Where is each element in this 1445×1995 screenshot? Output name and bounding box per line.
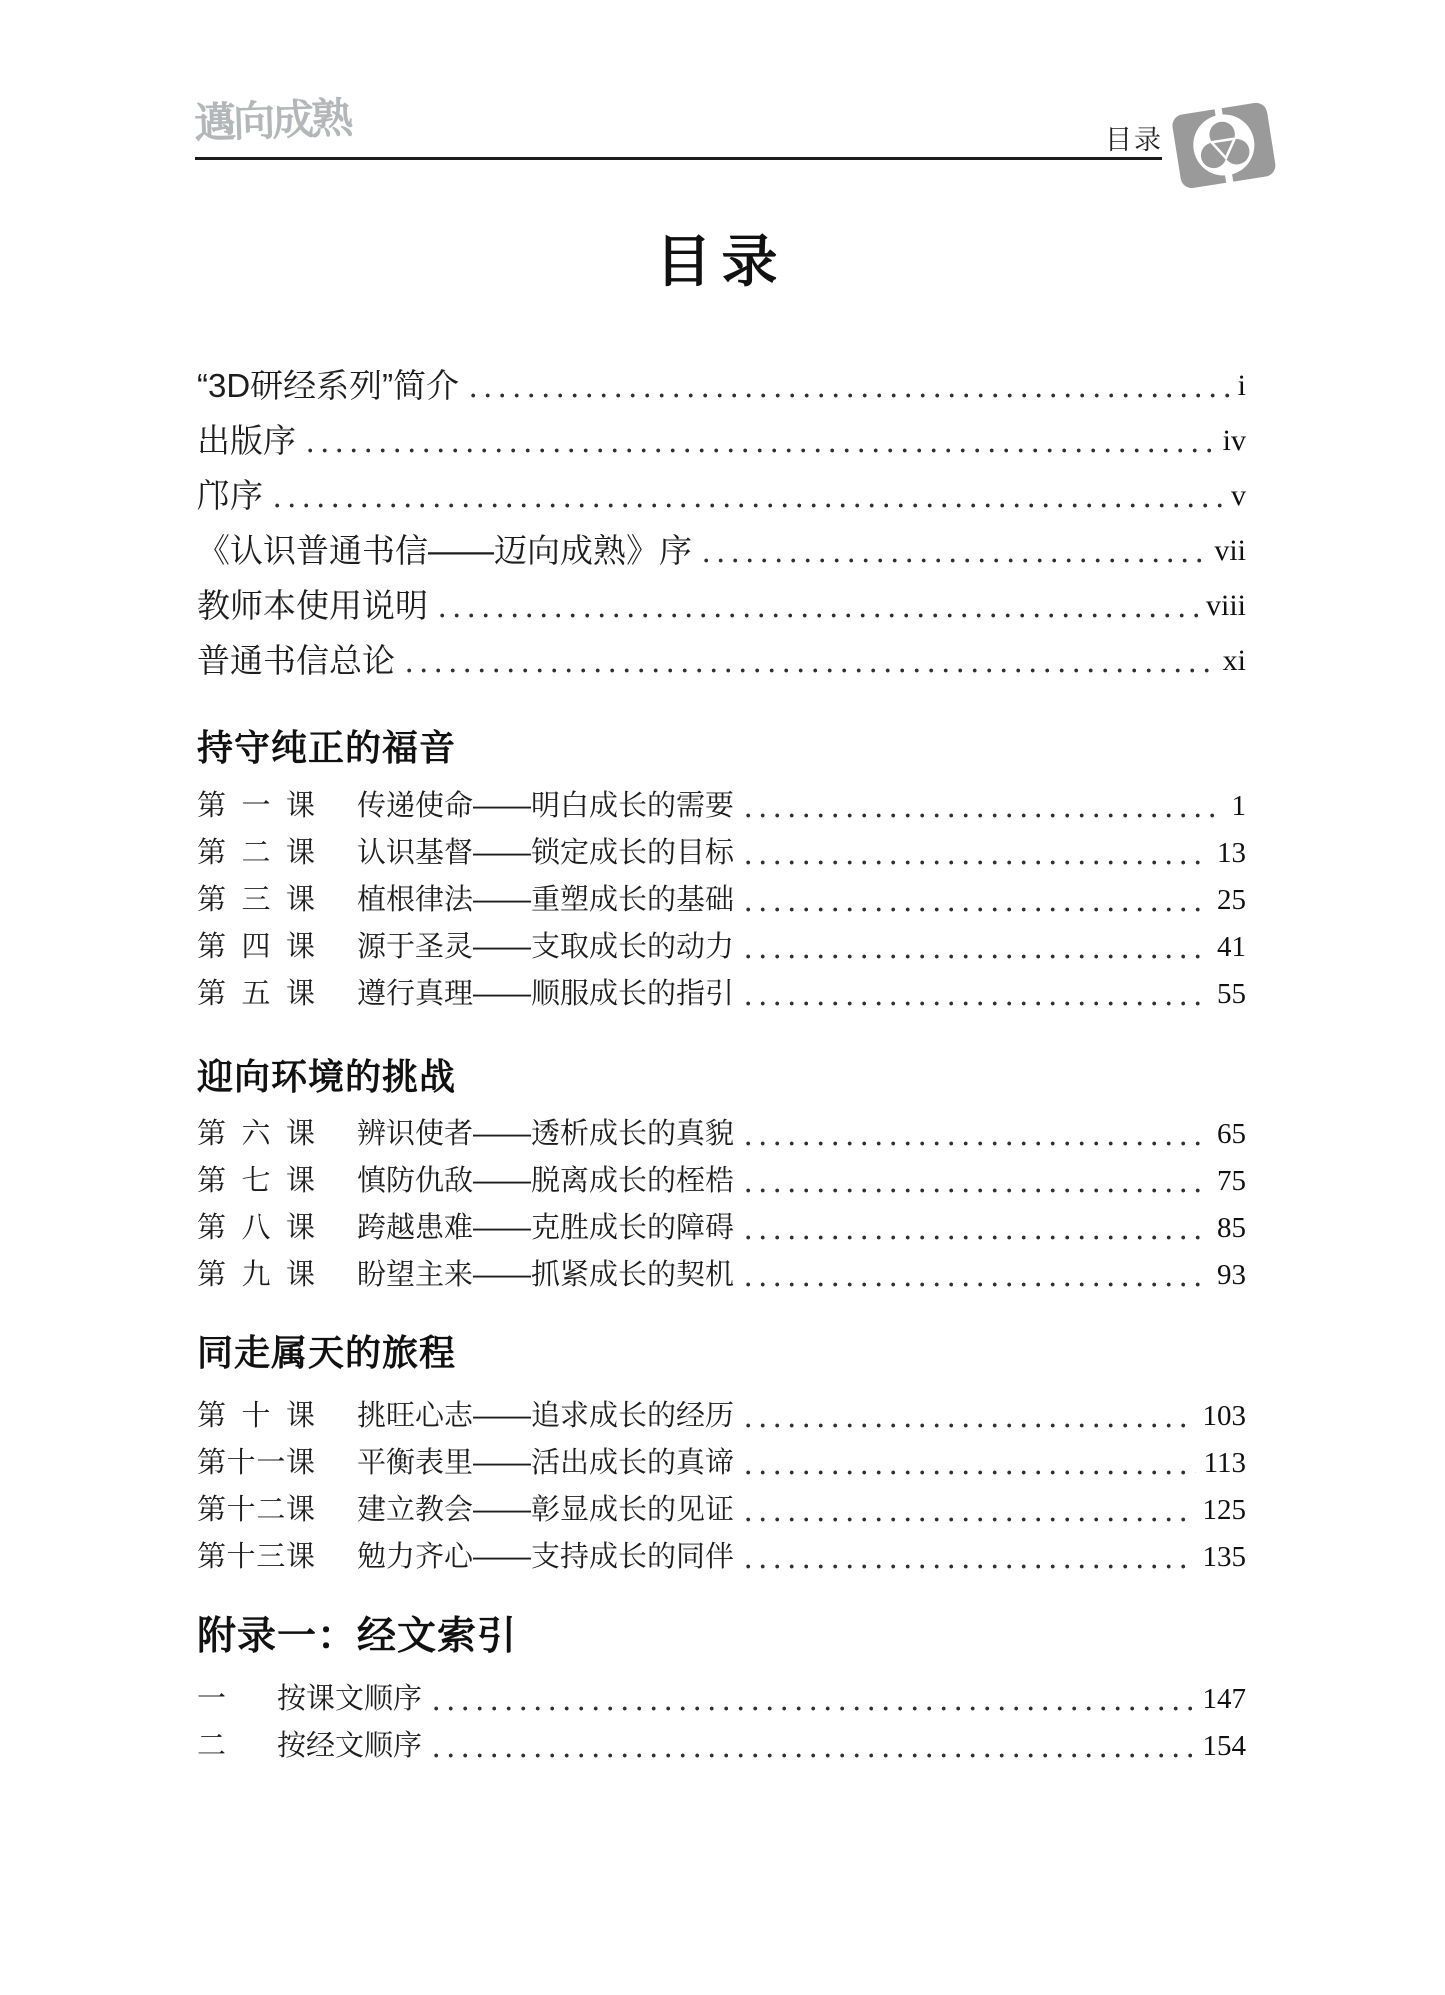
entry-title: 建立教会——彰显成长的见证 <box>357 1494 735 1526</box>
front-matter-entry <box>197 578 1246 633</box>
dot-leader <box>746 1282 1209 1287</box>
entry-title: 辨识使者——透析成长的真貌 <box>357 1118 735 1150</box>
header-section-label: 目录 <box>1105 125 1163 155</box>
toc-content <box>197 0 1246 1770</box>
entry-title: 出版序 <box>197 422 296 459</box>
dot-leader <box>746 1141 1209 1146</box>
front-matter-entry <box>197 523 1246 578</box>
entry-title: 普通书信总论 <box>197 642 395 679</box>
entry-title: 按课文顺序 <box>277 1683 423 1715</box>
page-number: 154 <box>1202 1730 1246 1762</box>
lesson-number: 第 六 课 <box>197 1118 315 1150</box>
appendix-list <box>197 1676 1246 1770</box>
page-number: 65 <box>1217 1118 1246 1150</box>
page-number: 103 <box>1202 1400 1246 1432</box>
toc-entry <box>197 971 1246 1018</box>
dot-leader <box>471 393 1229 398</box>
dot-leader <box>434 1706 1194 1711</box>
page-number: 85 <box>1217 1212 1246 1244</box>
lesson-number: 第 七 课 <box>197 1165 315 1197</box>
entry-title: 慎防仇敌——脱离成长的桎梏 <box>357 1165 735 1197</box>
toc-entry <box>197 1252 1246 1299</box>
lesson-list <box>197 1111 1246 1299</box>
lesson-number: 第 十 课 <box>197 1400 315 1432</box>
dot-leader <box>746 860 1209 865</box>
toc-entry <box>197 1723 1246 1770</box>
lesson-number: 第 一 课 <box>197 790 315 822</box>
entry-title: 传递使命——明白成长的需要 <box>357 790 735 822</box>
lesson-number: 第 八 课 <box>197 1212 315 1244</box>
entry-title: 按经文顺序 <box>277 1730 423 1762</box>
dot-leader <box>407 668 1215 673</box>
page-number: iv <box>1222 424 1246 457</box>
lesson-number: 第 三 课 <box>197 884 315 916</box>
lesson-number: 第 五 课 <box>197 978 315 1010</box>
page-number: 55 <box>1217 978 1246 1010</box>
entry-title: 植根律法——重塑成长的基础 <box>357 884 735 916</box>
toc-entry <box>197 877 1246 924</box>
dot-leader <box>275 503 1223 508</box>
entry-title: 遵行真理——顺服成长的指引 <box>357 978 735 1010</box>
toc-entry <box>197 1440 1246 1487</box>
page-number: 75 <box>1217 1165 1246 1197</box>
entry-title: 盼望主来——抓紧成长的契机 <box>357 1259 735 1291</box>
dot-leader <box>746 1423 1194 1428</box>
dot-leader <box>746 1470 1196 1475</box>
dot-leader <box>746 1564 1194 1569</box>
entry-title: 《认识普通书信——迈向成熟》序 <box>197 532 692 569</box>
toc-entry <box>197 1111 1246 1158</box>
lesson-number: 第十三课 <box>197 1541 315 1573</box>
dot-leader <box>746 1188 1209 1193</box>
entry-title: “3D研经系列”简介 <box>197 367 460 404</box>
front-matter-list <box>197 358 1246 688</box>
dot-leader <box>746 1235 1209 1240</box>
page-number: v <box>1231 479 1246 512</box>
brand-logo: 邁向成熟 <box>193 96 351 148</box>
lesson-number: 第 二 课 <box>197 837 315 869</box>
appendix-heading: 附录一：经文索引 <box>197 1615 518 1658</box>
lesson-number: 第 四 课 <box>197 931 315 963</box>
toc-entry <box>197 1158 1246 1205</box>
entry-title: 认识基督——锁定成长的目标 <box>357 837 735 869</box>
page-number: 113 <box>1203 1447 1246 1479</box>
entry-title: 源于圣灵——支取成长的动力 <box>357 931 735 963</box>
entry-title: 教师本使用说明 <box>197 587 428 624</box>
dot-leader <box>746 1001 1209 1006</box>
entry-title: 挑旺心志——追求成长的经历 <box>357 1400 735 1432</box>
section-heading: 持守纯正的福音 <box>197 727 457 768</box>
page-number: viii <box>1205 589 1246 622</box>
dot-leader <box>746 813 1223 818</box>
page-number: 125 <box>1202 1494 1246 1526</box>
page-number: i <box>1237 369 1246 402</box>
page-title: 目录 <box>655 232 788 294</box>
dot-leader <box>308 448 1215 453</box>
page-number: 147 <box>1202 1683 1246 1715</box>
appendix-item-number: 一 <box>197 1683 227 1715</box>
section-heading: 迎向环境的挑战 <box>197 1056 457 1097</box>
lesson-list <box>197 783 1246 1018</box>
lesson-number: 第十二课 <box>197 1494 315 1526</box>
entry-title: 邝序 <box>197 477 263 514</box>
dot-leader <box>746 954 1209 959</box>
appendix-item-number: 二 <box>197 1730 227 1762</box>
toc-entry <box>197 1205 1246 1252</box>
page-number: 135 <box>1202 1541 1246 1573</box>
toc-entry <box>197 830 1246 877</box>
page-number: xi <box>1222 644 1246 677</box>
lesson-number: 第 九 课 <box>197 1259 315 1291</box>
toc-entry <box>197 1676 1246 1723</box>
lesson-number: 第十一课 <box>197 1447 315 1479</box>
dot-leader <box>746 907 1209 912</box>
toc-entry <box>197 1393 1246 1440</box>
front-matter-entry <box>197 358 1246 413</box>
toc-entry <box>197 1534 1246 1581</box>
entry-title: 勉力齐心——支持成长的同伴 <box>357 1541 735 1573</box>
toc-entry <box>197 924 1246 971</box>
dot-leader <box>746 1517 1194 1522</box>
front-matter-entry <box>197 413 1246 468</box>
page-number: 13 <box>1217 837 1246 869</box>
page-number: 25 <box>1217 884 1246 916</box>
entry-title: 跨越患难——克胜成长的障碍 <box>357 1212 735 1244</box>
toc-entry <box>197 1487 1246 1534</box>
dot-leader <box>704 558 1206 563</box>
page-number: vii <box>1214 534 1246 567</box>
toc-entry <box>197 783 1246 830</box>
front-matter-entry <box>197 468 1246 523</box>
dot-leader <box>434 1753 1194 1758</box>
section-heading: 同走属天的旅程 <box>197 1332 457 1373</box>
page-number: 1 <box>1231 790 1246 822</box>
lesson-list <box>197 1393 1246 1581</box>
page-number: 93 <box>1217 1259 1246 1291</box>
page-number: 41 <box>1217 931 1246 963</box>
front-matter-entry <box>197 633 1246 688</box>
entry-title: 平衡表里——活出成长的真谛 <box>357 1447 735 1479</box>
dot-leader <box>440 613 1198 618</box>
